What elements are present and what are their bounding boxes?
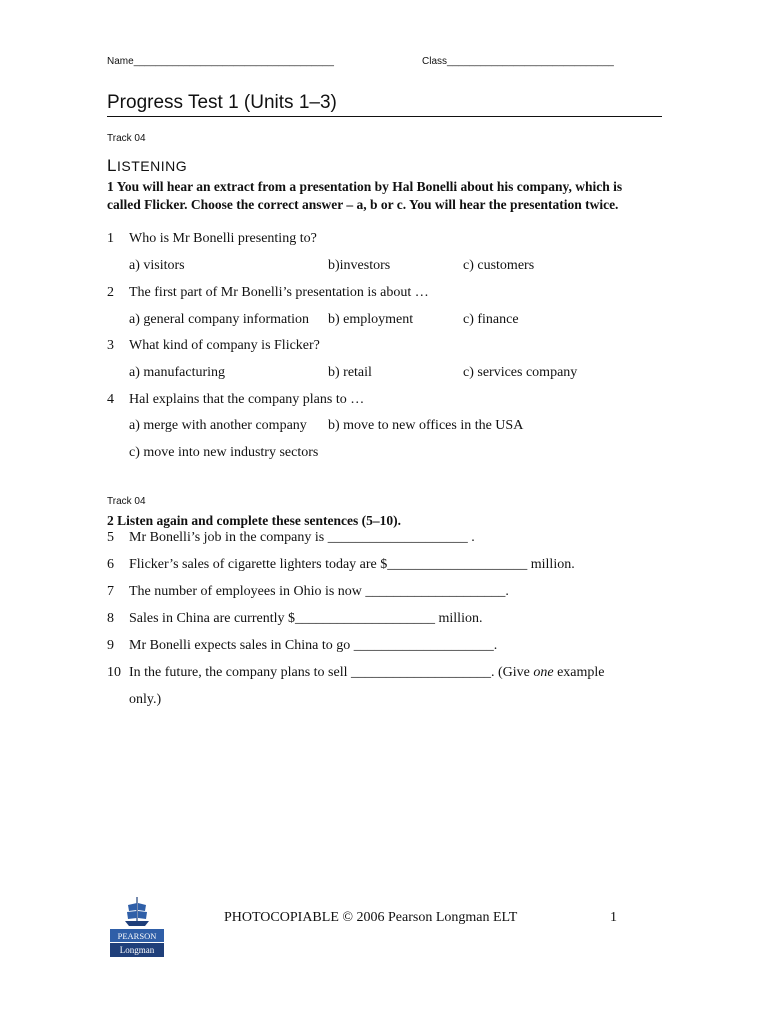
section-first-letter: L <box>107 156 117 175</box>
question-text: Who is Mr Bonelli presenting to? <box>129 231 317 246</box>
class-blank: ______________________________ <box>447 56 614 67</box>
title-divider <box>107 116 662 117</box>
item-text-after: example <box>553 665 605 680</box>
item-number: 9 <box>107 638 114 653</box>
item-number: 10 <box>107 665 121 680</box>
item-number: 6 <box>107 557 114 572</box>
option-b: b) employment <box>328 312 414 327</box>
option-b: b) move to new offices in the USA <box>328 418 524 433</box>
option-a: a) merge with another company <box>129 418 307 433</box>
option-b: b) retail <box>328 365 372 380</box>
question-text: The first part of Mr Bonelli’s presentation is about … <box>129 285 429 300</box>
item-text-italic: one <box>533 665 554 680</box>
exercise-1-instruction: 1 You will hear an extract from a presentation by Hal Bonelli about his company, which is called Flicker. Choose the correct answer – a, b or c. You will hear the presentation twice. <box>107 179 623 212</box>
name-blank: ____________________________________ <box>133 56 334 67</box>
ship-icon <box>125 897 149 926</box>
class-field <box>422 56 614 67</box>
option-a: a) general company information <box>129 312 309 327</box>
option-c: c) customers <box>463 258 535 273</box>
logo-text-top: PEARSON <box>117 931 157 941</box>
pearson-longman-logo <box>110 893 164 957</box>
track-label: Track 04 <box>107 496 146 507</box>
logo-text-bottom: Longman <box>119 945 155 955</box>
exercise-2-instruction: 2 Listen again and complete these sentences (5–10). <box>107 513 401 528</box>
item-number: 8 <box>107 611 114 626</box>
name-field <box>107 56 334 67</box>
question-number: 2 <box>107 285 114 300</box>
question-text: Hal explains that the company plans to … <box>129 392 365 407</box>
item-text: Sales in China are currently $____________________ million. <box>129 611 483 626</box>
item-text: The number of employees in Ohio is now ____________________. <box>129 584 509 599</box>
option-c: c) finance <box>463 312 519 327</box>
item-text: Flicker’s sales of cigarette lighters today are $____________________ million. <box>129 557 575 572</box>
question-number: 4 <box>107 392 114 407</box>
question-text: What kind of company is Flicker? <box>129 338 320 353</box>
class-label: Class <box>422 56 448 67</box>
copyright-notice: PHOTOCOPIABLE © 2006 Pearson Longman ELT <box>224 910 518 925</box>
question-number: 3 <box>107 338 114 353</box>
item-text-before: In the future, the company plans to sell ____________________. (Give <box>129 665 534 680</box>
option-b: b)investors <box>328 258 391 273</box>
page-title: Progress Test 1 (Units 1–3) <box>107 92 337 113</box>
option-c: c) move into new industry sectors <box>129 445 319 460</box>
item-number: 5 <box>107 530 114 545</box>
item-text: Mr Bonelli’s job in the company is ____________________ . <box>129 530 475 545</box>
option-a: a) visitors <box>129 258 185 273</box>
track-label: Track 04 <box>107 133 146 144</box>
section-heading <box>107 156 187 176</box>
page-number: 1 <box>610 910 617 925</box>
name-label: Name <box>107 56 134 67</box>
option-c: c) services company <box>463 365 578 380</box>
item-number: 7 <box>107 584 114 599</box>
section-rest: ISTENING <box>116 158 188 174</box>
question-number: 1 <box>107 231 114 246</box>
item-text: Mr Bonelli expects sales in China to go ____________________. <box>129 638 498 653</box>
option-a: a) manufacturing <box>129 365 226 380</box>
item-text-continuation: only.) <box>129 692 162 707</box>
item-text <box>129 665 605 681</box>
